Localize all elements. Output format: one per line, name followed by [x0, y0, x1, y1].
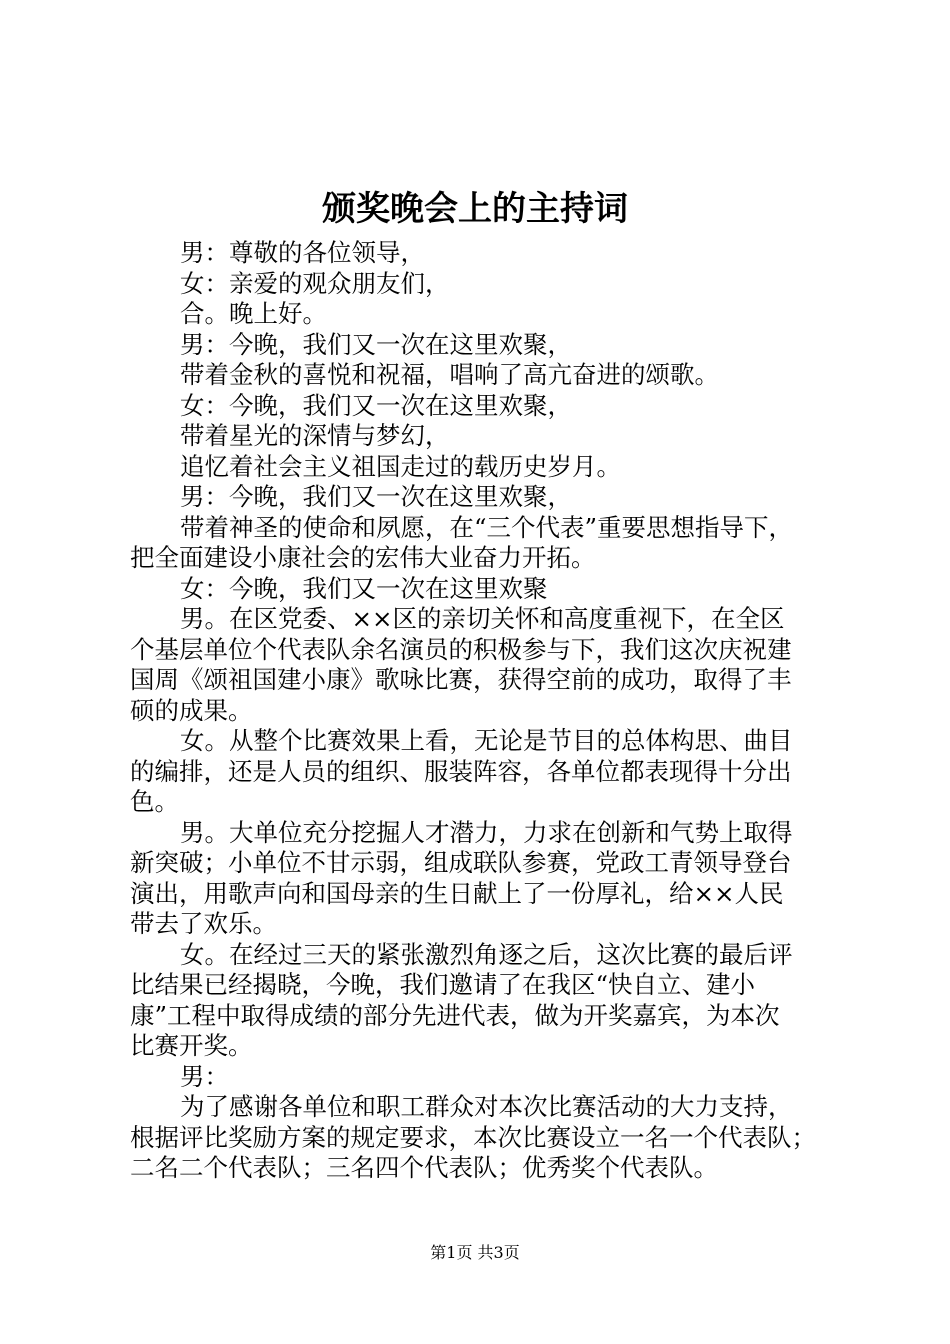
paragraph [130, 726, 840, 818]
text-line: 个基层单位个代表队余名演员的积极参与下，我们这次庆祝建 [130, 634, 792, 664]
text-line: 男。大单位充分挖掘人才潜力，力求在创新和气势上取得 [180, 817, 793, 847]
text-line: 男。在区党委、××区的亲切关怀和高度重视下，在全区 [180, 604, 785, 633]
text-line: 二名二个代表队；三名四个代表队；优秀奖个代表队。 [130, 1153, 718, 1182]
text-line: 带着星光的深情与梦幻， [180, 421, 450, 450]
text-line: 男： [180, 1061, 229, 1091]
text-line: 女：今晚，我们又一次在这里欢聚， [180, 390, 572, 420]
text-line: 演出，用歌声向和国母亲的生日献上了一份厚礼，给××人民 [130, 878, 784, 908]
paragraph [130, 574, 840, 605]
paragraph [130, 269, 840, 300]
text-line: 根据评比奖励方案的规定要求，本次比赛设立一名一个代表队； [130, 1122, 816, 1152]
text-line: 带去了欢乐。 [130, 909, 277, 938]
text-line: 合。晚上好。 [180, 299, 327, 328]
paragraph [130, 330, 840, 361]
text-line: 康”工程中取得成绩的部分先进代表，做为开奖嘉宾，为本次 [130, 1000, 780, 1030]
text-line: 带着金秋的喜悦和祝福，唱响了高亢奋进的颂歌。 [180, 360, 719, 389]
text-line: 色。 [130, 787, 179, 816]
text-line: 女。从整个比赛效果上看，无论是节目的总体构思、曲目 [180, 726, 793, 755]
text-line: 男：今晚，我们又一次在这里欢聚， [180, 329, 572, 359]
paragraph [130, 818, 840, 940]
page-footer: 第1页 共3页 [430, 1243, 520, 1262]
paragraph [130, 1092, 840, 1184]
paragraph [130, 604, 840, 726]
text-line: 比结果已经揭晓，今晚，我们邀请了在我区“快自立、建小 [130, 970, 756, 999]
paragraph [130, 452, 840, 483]
paragraph [130, 482, 840, 513]
text-line: 国周《颂祖国建小康》歌咏比赛，获得空前的成功，取得了丰 [130, 665, 792, 694]
text-line: 男：尊敬的各位领导， [180, 238, 425, 267]
text-line: 女：亲爱的观众朋友们， [180, 268, 450, 298]
text-line: 把全面建设小康社会的宏伟大业奋力开拓。 [130, 543, 596, 572]
paragraph [130, 391, 840, 422]
document-body [130, 238, 840, 1184]
text-line: 为了感谢各单位和职工群众对本次比赛活动的大力支持， [180, 1092, 793, 1121]
text-line: 男：今晚，我们又一次在这里欢聚， [180, 482, 572, 511]
text-line: 带着神圣的使命和夙愿，在“三个代表”重要思想指导下， [180, 512, 794, 542]
paragraph [130, 1062, 840, 1093]
text-line: 硕的成果。 [130, 695, 253, 725]
document-title: 颁奖晚会上的主持词 [322, 189, 628, 229]
text-line: 比赛开奖。 [130, 1031, 253, 1060]
text-line: 新突破；小单位不甘示弱，组成联队参赛，党政工青领导登台 [130, 848, 792, 877]
text-line: 女。在经过三天的紧张激烈角逐之后，这次比赛的最后评 [180, 939, 793, 969]
text-line: 追忆着社会主义祖国走过的载历史岁月。 [180, 451, 621, 481]
text-line: 的编排，还是人员的组织、服装阵容，各单位都表现得十分出 [130, 756, 792, 786]
paragraph [130, 940, 840, 1062]
paragraph [130, 513, 840, 574]
paragraph [130, 238, 840, 269]
paragraph [130, 360, 840, 391]
paragraph [130, 299, 840, 330]
paragraph [130, 421, 840, 452]
text-line: 女：今晚，我们又一次在这里欢聚 [180, 573, 548, 603]
